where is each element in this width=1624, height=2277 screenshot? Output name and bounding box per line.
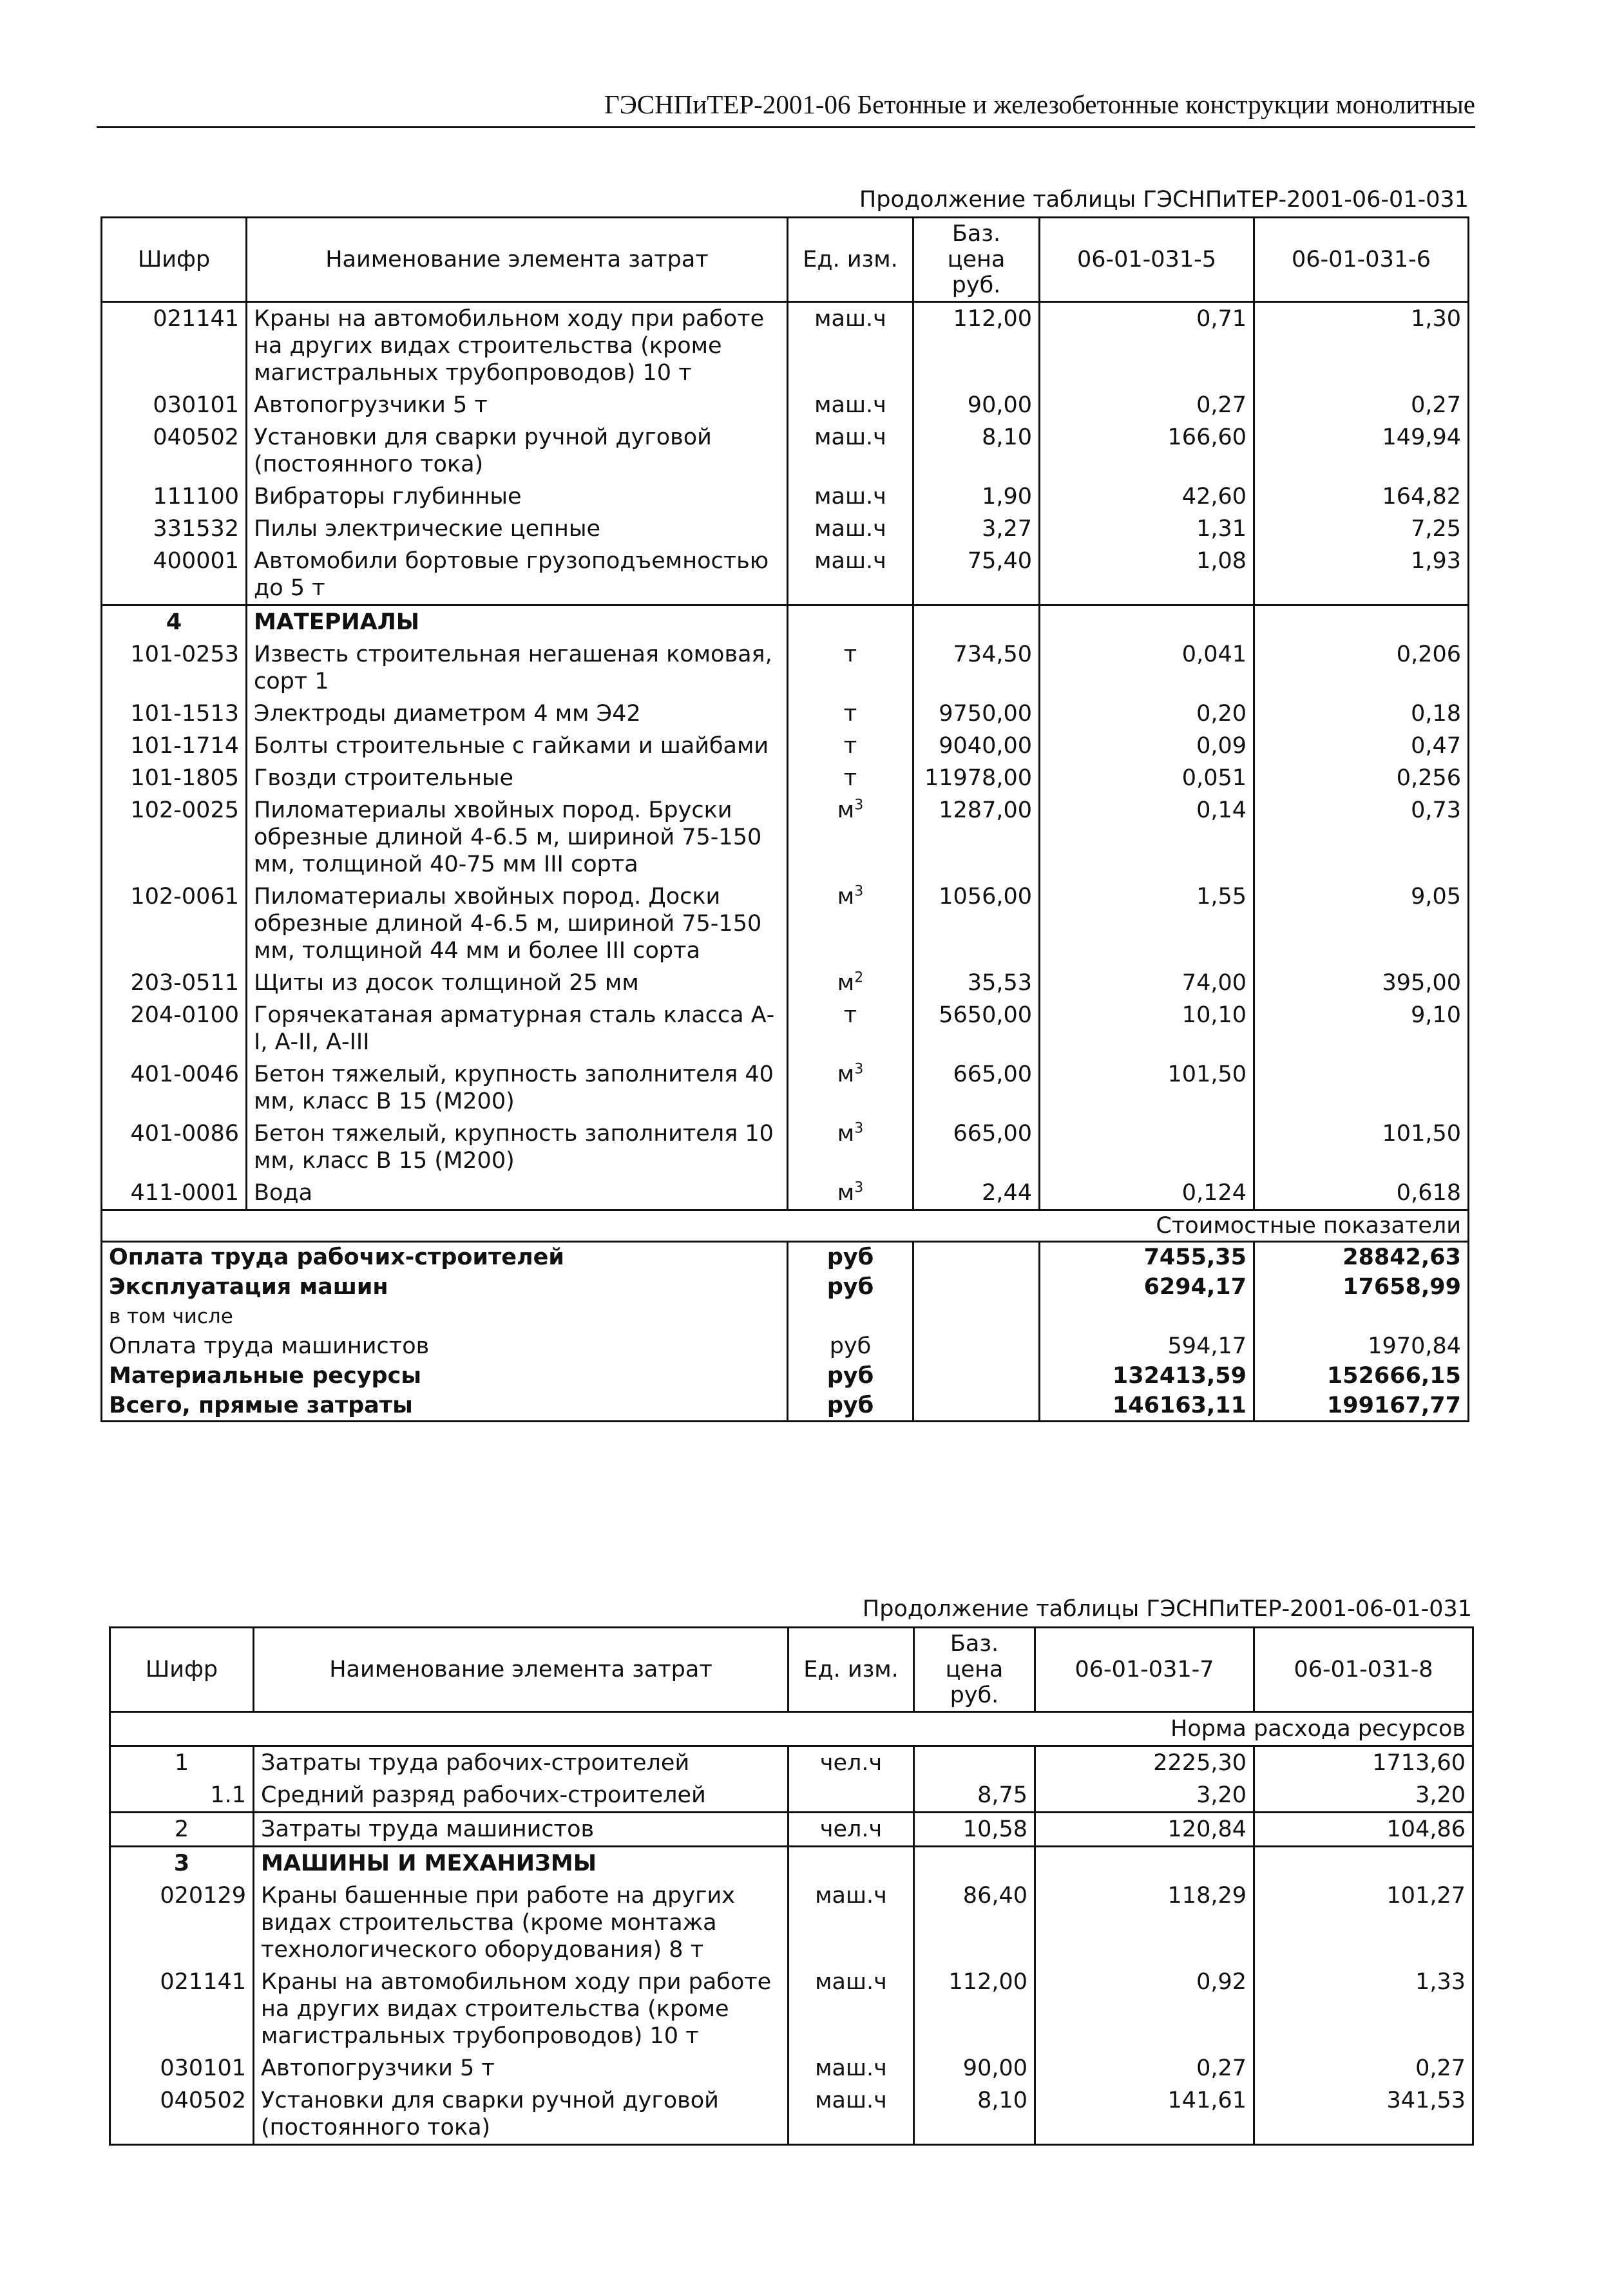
cost-unit: руб — [788, 1331, 913, 1361]
unit-base: т — [843, 765, 857, 791]
cell-name: Вода — [247, 1177, 788, 1210]
cell-value-1: 0,92 — [1035, 1966, 1254, 2052]
cost-value-1: 146163,11 — [1040, 1391, 1254, 1422]
cell-price: 8,10 — [914, 2084, 1035, 2145]
cell-unit: маш.ч — [788, 421, 913, 481]
cell-value-1: 74,00 — [1040, 967, 1254, 999]
cell-value-1: 0,20 — [1040, 698, 1254, 730]
cell-name: Электроды диаметром 4 мм Э42 — [247, 698, 788, 730]
col-unit-header: Ед. изм. — [788, 218, 913, 302]
cost-empty — [913, 1272, 1040, 1302]
table-row — [110, 1813, 1473, 1847]
cell-value-2: 1,30 — [1254, 302, 1469, 390]
unit-exponent: 3 — [854, 1120, 864, 1137]
cell-value-2: 104,86 — [1254, 1813, 1473, 1847]
cell-value-1: 118,29 — [1035, 1880, 1254, 1966]
cell-value-2: 149,94 — [1254, 421, 1469, 481]
cost-value-2: 28842,63 — [1254, 1242, 1469, 1273]
resources-table-1 — [100, 216, 1469, 1422]
cell-name: Пилы электрические цепные — [247, 513, 788, 545]
cell-value-1: 0,71 — [1040, 302, 1254, 390]
unit-exponent: 3 — [854, 1061, 864, 1078]
cell-name: Автопогрузчики 5 т — [254, 2052, 788, 2084]
section-title: МАТЕРИАЛЫ — [247, 605, 788, 639]
cell-code: 111100 — [102, 481, 247, 513]
cell-value-1: 2225,30 — [1035, 1746, 1254, 1780]
table-row — [102, 698, 1469, 730]
cell-price — [914, 1746, 1035, 1780]
cell-value-1: 0,124 — [1040, 1177, 1254, 1210]
cell-value-1: 166,60 — [1040, 421, 1254, 481]
cost-unit: руб — [788, 1272, 913, 1302]
cost-label: Эксплуатация машин — [102, 1272, 788, 1302]
cell-name: Вибраторы глубинные — [247, 481, 788, 513]
table2-caption: Продолжение таблицы ГЭСНПиТЕР-2001-06-01-031 — [862, 1596, 1472, 1622]
cell-value-2: 1713,60 — [1254, 1746, 1473, 1780]
cell-name: Щиты из досок толщиной 25 мм — [247, 967, 788, 999]
unit-base: м — [837, 970, 855, 996]
cell-price: 75,40 — [913, 545, 1040, 605]
cell-code: 102-0025 — [102, 794, 247, 881]
cell-value-1 — [1040, 1118, 1254, 1177]
resources-table-2 — [109, 1626, 1474, 2146]
cell-value-1: 1,55 — [1040, 881, 1254, 967]
cell-code: 1 — [110, 1746, 254, 1780]
cost-row — [102, 1302, 1469, 1331]
cell-value-1: 10,10 — [1040, 999, 1254, 1058]
cell-value-1: 0,051 — [1040, 762, 1254, 794]
section-title: МАШИНЫ И МЕХАНИЗМЫ — [254, 1847, 788, 1880]
cell-code: 030101 — [110, 2052, 254, 2084]
col-v1-header: 06-01-031-5 — [1040, 218, 1254, 302]
unit-base: м — [837, 1121, 855, 1147]
table-row — [102, 421, 1469, 481]
cost-row — [102, 1361, 1469, 1391]
cell-value-1: 0,27 — [1040, 389, 1254, 421]
cell-name: Установки для сварки ручной дуговой (постоянного тока) — [254, 2084, 788, 2145]
cost-empty — [913, 1331, 1040, 1361]
cost-value-2: 17658,99 — [1254, 1272, 1469, 1302]
cell-code: 331532 — [102, 513, 247, 545]
table-row — [102, 638, 1469, 698]
cost-value-1: 6294,17 — [1040, 1272, 1254, 1302]
unit-base: м — [837, 797, 855, 823]
cell-name: Пиломатериалы хвойных пород. Доски обрезные длиной 4-6.5 м, шириной 75-150 мм, толщиной 44 мм и более III сорта — [247, 881, 788, 967]
cost-value-1: 132413,59 — [1040, 1361, 1254, 1391]
cell-unit: маш.ч — [788, 2052, 914, 2084]
cell-code: 401-0086 — [102, 1118, 247, 1177]
section-empty — [788, 1847, 914, 1880]
unit-exponent: 2 — [854, 969, 864, 986]
cell-value-2: 101,27 — [1254, 1880, 1473, 1966]
costs-title: Стоимостные показатели — [102, 1210, 1469, 1242]
cell-name: Бетон тяжелый, крупность заполнителя 10 мм, класс В 15 (М200) — [247, 1118, 788, 1177]
cell-price: 1056,00 — [913, 881, 1040, 967]
cell-price: 90,00 — [913, 389, 1040, 421]
cost-row — [102, 1242, 1469, 1273]
col-name-header: Наименование элемента затрат — [254, 1628, 788, 1712]
cell-value-2: 395,00 — [1254, 967, 1469, 999]
cell-unit — [788, 1118, 913, 1177]
costs-title-row — [102, 1210, 1469, 1242]
cell-name: Затраты труда машинистов — [254, 1813, 788, 1847]
cell-price: 10,58 — [914, 1813, 1035, 1847]
cost-label: Оплата труда рабочих-строителей — [102, 1242, 788, 1273]
cell-value-1: 3,20 — [1035, 1779, 1254, 1813]
table-row — [102, 1118, 1469, 1177]
cell-name: Горячекатаная арматурная сталь класса А-I, А-II, А-III — [247, 999, 788, 1058]
section-code: 4 — [102, 605, 247, 639]
cell-value-1: 0,041 — [1040, 638, 1254, 698]
cell-unit: маш.ч — [788, 513, 913, 545]
cell-unit: маш.ч — [788, 481, 913, 513]
section-empty — [788, 605, 913, 639]
cell-price: 665,00 — [913, 1118, 1040, 1177]
cell-value-2: 3,20 — [1254, 1779, 1473, 1813]
cell-name: Краны на автомобильном ходу при работе на других видах строительства (кроме магистральных трубопроводов) 10 т — [247, 302, 788, 390]
cell-price: 665,00 — [913, 1058, 1040, 1118]
cell-price: 8,75 — [914, 1779, 1035, 1813]
table-row — [102, 999, 1469, 1058]
cell-unit — [788, 698, 913, 730]
cell-price: 5650,00 — [913, 999, 1040, 1058]
cell-unit — [788, 1177, 913, 1210]
cell-name: Гвозди строительные — [247, 762, 788, 794]
col-unit-header: Ед. изм. — [788, 1628, 914, 1712]
col-price-header: Баз. цена руб. — [914, 1628, 1035, 1712]
cell-price: 2,44 — [913, 1177, 1040, 1210]
cell-code: 401-0046 — [102, 1058, 247, 1118]
norm-title-row — [110, 1712, 1473, 1746]
cell-value-2: 164,82 — [1254, 481, 1469, 513]
cell-code: 101-1805 — [102, 762, 247, 794]
cell-value-2: 9,05 — [1254, 881, 1469, 967]
cell-value-2: 0,27 — [1254, 2052, 1473, 2084]
cell-unit — [788, 1779, 914, 1813]
cell-price: 3,27 — [913, 513, 1040, 545]
cell-code: 203-0511 — [102, 967, 247, 999]
cell-price: 9750,00 — [913, 698, 1040, 730]
cell-price: 9040,00 — [913, 730, 1040, 762]
cell-value-2: 101,50 — [1254, 1118, 1469, 1177]
cell-value-2: 1,33 — [1254, 1966, 1473, 2052]
table-row — [110, 1880, 1473, 1966]
cell-unit: маш.ч — [788, 302, 913, 390]
section-empty — [913, 605, 1040, 639]
cell-value-2: 7,25 — [1254, 513, 1469, 545]
table-row — [110, 1966, 1473, 2052]
cost-row — [102, 1391, 1469, 1422]
table-row — [102, 967, 1469, 999]
table-row — [102, 881, 1469, 967]
cell-unit — [788, 999, 913, 1058]
cell-unit — [788, 730, 913, 762]
table-row — [102, 1058, 1469, 1118]
cell-price: 1287,00 — [913, 794, 1040, 881]
cell-unit: маш.ч — [788, 1880, 914, 1966]
cell-code: 101-1513 — [102, 698, 247, 730]
unit-base: т — [843, 642, 857, 667]
cell-price: 1,90 — [913, 481, 1040, 513]
cost-unit — [788, 1302, 913, 1331]
unit-exponent: 3 — [854, 883, 864, 900]
table-row — [102, 545, 1469, 605]
cell-price: 734,50 — [913, 638, 1040, 698]
unit-base: м — [837, 884, 855, 910]
cell-value-1: 0,27 — [1035, 2052, 1254, 2084]
cost-value-2: 199167,77 — [1254, 1391, 1469, 1422]
table-row — [110, 1779, 1473, 1813]
cell-value-1: 0,09 — [1040, 730, 1254, 762]
cell-name: Краны башенные при работе на других видах строительства (кроме монтажа технологического оборудования) 8 т — [254, 1880, 788, 1966]
unit-base: м — [837, 1180, 855, 1206]
table-row — [102, 794, 1469, 881]
cost-label: Оплата труда машинистов — [102, 1331, 788, 1361]
cost-label: в том числе — [102, 1302, 788, 1331]
section-empty — [1035, 1847, 1254, 1880]
cell-name: Пиломатериалы хвойных пород. Бруски обрезные длиной 4-6.5 м, шириной 75-150 мм, толщиной 40-75 мм III сорта — [247, 794, 788, 881]
cell-name: Установки для сварки ручной дуговой (постоянного тока) — [247, 421, 788, 481]
norm-title: Норма расхода ресурсов — [110, 1712, 1473, 1746]
cell-code: 021141 — [110, 1966, 254, 2052]
section-empty — [1254, 605, 1469, 639]
cell-value-1: 42,60 — [1040, 481, 1254, 513]
cell-unit — [788, 638, 913, 698]
cost-label: Всего, прямые затраты — [102, 1391, 788, 1422]
cell-value-2: 0,27 — [1254, 389, 1469, 421]
cell-code: 102-0061 — [102, 881, 247, 967]
cell-value-2: 0,47 — [1254, 730, 1469, 762]
cell-value-1: 1,08 — [1040, 545, 1254, 605]
cell-price: 86,40 — [914, 1880, 1035, 1966]
col-code-header: Шифр — [110, 1628, 254, 1712]
cell-value-2 — [1254, 1058, 1469, 1118]
section-row — [102, 605, 1469, 639]
cost-empty — [913, 1242, 1040, 1273]
cell-name: Болты строительные с гайками и шайбами — [247, 730, 788, 762]
cell-unit: маш.ч — [788, 2084, 914, 2145]
cell-price: 90,00 — [914, 2052, 1035, 2084]
cell-code: 020129 — [110, 1880, 254, 1966]
cell-value-2: 1,93 — [1254, 545, 1469, 605]
cell-code: 204-0100 — [102, 999, 247, 1058]
cost-unit: руб — [788, 1361, 913, 1391]
cell-code: 030101 — [102, 389, 247, 421]
section-empty — [1254, 1847, 1473, 1880]
cell-code: 2 — [110, 1813, 254, 1847]
cost-value-2: 152666,15 — [1254, 1361, 1469, 1391]
table-row — [110, 2084, 1473, 2145]
unit-base: т — [843, 733, 857, 759]
cell-price: 8,10 — [913, 421, 1040, 481]
cell-unit — [788, 881, 913, 967]
cost-value-1: 594,17 — [1040, 1331, 1254, 1361]
cell-price: 11978,00 — [913, 762, 1040, 794]
cell-name: Средний разряд рабочих-строителей — [254, 1779, 788, 1813]
col-v1-header: 06-01-031-7 — [1035, 1628, 1254, 1712]
table-row — [110, 1746, 1473, 1780]
cell-value-1: 0,14 — [1040, 794, 1254, 881]
cell-name: Известь строительная негашеная комовая, сорт 1 — [247, 638, 788, 698]
unit-base: м — [837, 1062, 855, 1087]
table-row — [110, 2052, 1473, 2084]
table1-caption: Продолжение таблицы ГЭСНПиТЕР-2001-06-01-031 — [859, 187, 1469, 213]
table-row — [102, 481, 1469, 513]
cell-value-2: 0,256 — [1254, 762, 1469, 794]
cell-code: 411-0001 — [102, 1177, 247, 1210]
cost-value-1: 7455,35 — [1040, 1242, 1254, 1273]
cell-unit — [788, 1058, 913, 1118]
cost-value-1 — [1040, 1302, 1254, 1331]
cell-unit: чел.ч — [788, 1813, 914, 1847]
table-row — [102, 302, 1469, 390]
cell-name: Затраты труда рабочих-строителей — [254, 1746, 788, 1780]
cell-value-1: 120,84 — [1035, 1813, 1254, 1847]
col-price-header: Баз. цена руб. — [913, 218, 1040, 302]
cell-value-2: 0,73 — [1254, 794, 1469, 881]
col-code-header: Шифр — [102, 218, 247, 302]
col-name-header: Наименование элемента затрат — [247, 218, 788, 302]
unit-exponent: 3 — [854, 797, 864, 814]
cell-name: Краны на автомобильном ходу при работе на других видах строительства (кроме магистральных трубопроводов) 10 т — [254, 1966, 788, 2052]
cell-price: 112,00 — [913, 302, 1040, 390]
unit-base: т — [843, 701, 857, 727]
cell-unit — [788, 967, 913, 999]
cell-code: 400001 — [102, 545, 247, 605]
section-empty — [1040, 605, 1254, 639]
cell-name: Бетон тяжелый, крупность заполнителя 40 мм, класс В 15 (М200) — [247, 1058, 788, 1118]
cost-value-2: 1970,84 — [1254, 1331, 1469, 1361]
cell-code: 040502 — [110, 2084, 254, 2145]
cell-value-2: 9,10 — [1254, 999, 1469, 1058]
cell-code: 1.1 — [110, 1779, 254, 1813]
cell-code: 101-1714 — [102, 730, 247, 762]
table-row — [102, 730, 1469, 762]
cell-price: 35,53 — [913, 967, 1040, 999]
cell-value-2: 0,618 — [1254, 1177, 1469, 1210]
cell-value-1: 101,50 — [1040, 1058, 1254, 1118]
page-header: ГЭСНПиТЕР-2001-06 Бетонные и железобетонные конструкции монолитные — [97, 89, 1475, 128]
unit-exponent: 3 — [854, 1179, 864, 1196]
cell-unit — [788, 762, 913, 794]
cell-value-1: 1,31 — [1040, 513, 1254, 545]
cost-value-2 — [1254, 1302, 1469, 1331]
table-row — [102, 389, 1469, 421]
cost-row — [102, 1272, 1469, 1302]
col-v2-header: 06-01-031-8 — [1254, 1628, 1473, 1712]
cell-price: 112,00 — [914, 1966, 1035, 2052]
cell-value-1: 141,61 — [1035, 2084, 1254, 2145]
cost-unit: руб — [788, 1242, 913, 1273]
table-row — [102, 1177, 1469, 1210]
cell-code: 021141 — [102, 302, 247, 390]
cell-unit: маш.ч — [788, 545, 913, 605]
section-row — [110, 1847, 1473, 1880]
table-row — [102, 762, 1469, 794]
cell-code: 040502 — [102, 421, 247, 481]
cell-unit — [788, 794, 913, 881]
cell-name: Автомобили бортовые грузоподъемностью до 5 т — [247, 545, 788, 605]
col-v2-header: 06-01-031-6 — [1254, 218, 1469, 302]
cell-unit: маш.ч — [788, 1966, 914, 2052]
table-row — [102, 513, 1469, 545]
unit-base: т — [843, 1002, 857, 1028]
section-empty — [914, 1847, 1035, 1880]
cost-empty — [913, 1302, 1040, 1331]
cell-value-2: 341,53 — [1254, 2084, 1473, 2145]
cell-code: 101-0253 — [102, 638, 247, 698]
cell-unit: маш.ч — [788, 389, 913, 421]
cell-name: Автопогрузчики 5 т — [247, 389, 788, 421]
cost-label: Материальные ресурсы — [102, 1361, 788, 1391]
cell-value-2: 0,18 — [1254, 698, 1469, 730]
section-code: 3 — [110, 1847, 254, 1880]
cost-row — [102, 1331, 1469, 1361]
cost-unit: руб — [788, 1391, 913, 1422]
cost-empty — [913, 1391, 1040, 1422]
cost-empty — [913, 1361, 1040, 1391]
cell-unit: чел.ч — [788, 1746, 914, 1780]
cell-value-2: 0,206 — [1254, 638, 1469, 698]
